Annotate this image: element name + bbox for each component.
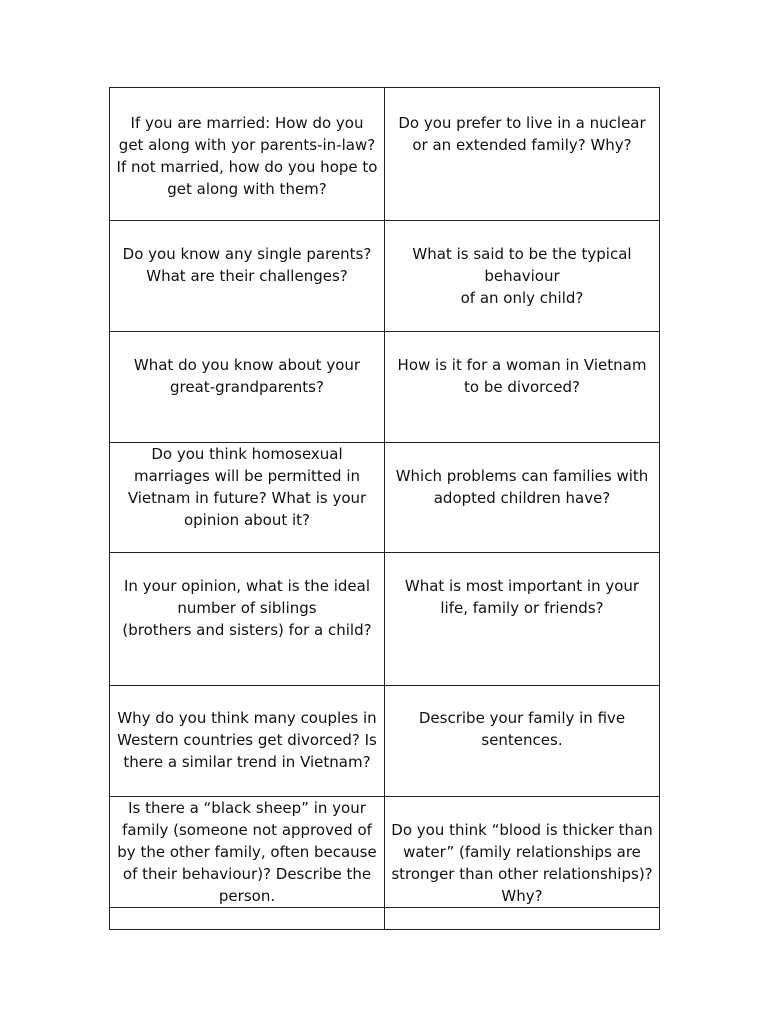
question-card — [385, 908, 660, 930]
question-card: Is there a “black sheep” in your family (someone not approved of by the other family, often because of their behaviour)? Describe the person. — [110, 797, 385, 908]
question-card: Describe your family in five sentences. — [385, 686, 660, 797]
question-card: What do you know about your great-grandparents? — [110, 332, 385, 443]
card-row — [110, 553, 660, 686]
card-row — [110, 797, 660, 908]
question-card: How is it for a woman in Vietnam to be divorced? — [385, 332, 660, 443]
question-card: Do you prefer to live in a nuclear or an extended family? Why? — [385, 88, 660, 221]
card-row — [110, 908, 660, 930]
card-row — [110, 686, 660, 797]
question-card — [110, 908, 385, 930]
question-card-grid — [109, 87, 660, 930]
question-card: Do you know any single parents? What are their challenges? — [110, 221, 385, 332]
question-card: In your opinion, what is the ideal number of siblings (brothers and sisters) for a child? — [110, 553, 385, 686]
question-card: Do you think homosexual marriages will be permitted in Vietnam in future? What is your opinion about it? — [110, 443, 385, 553]
question-card: Do you think “blood is thicker than water” (family relationships are stronger than other relationships)? Why? — [385, 797, 660, 908]
question-card: Why do you think many couples in Western countries get divorced? Is there a similar trend in Vietnam? — [110, 686, 385, 797]
question-card: If you are married: How do you get along with yor parents-in-law? If not married, how do you hope to get along with them? — [110, 88, 385, 221]
card-row — [110, 332, 660, 443]
card-row — [110, 443, 660, 553]
card-row — [110, 221, 660, 332]
question-card: What is most important in your life, family or friends? — [385, 553, 660, 686]
question-card: Which problems can families with adopted children have? — [385, 443, 660, 553]
card-row — [110, 88, 660, 221]
question-card: What is said to be the typical behaviour of an only child? — [385, 221, 660, 332]
